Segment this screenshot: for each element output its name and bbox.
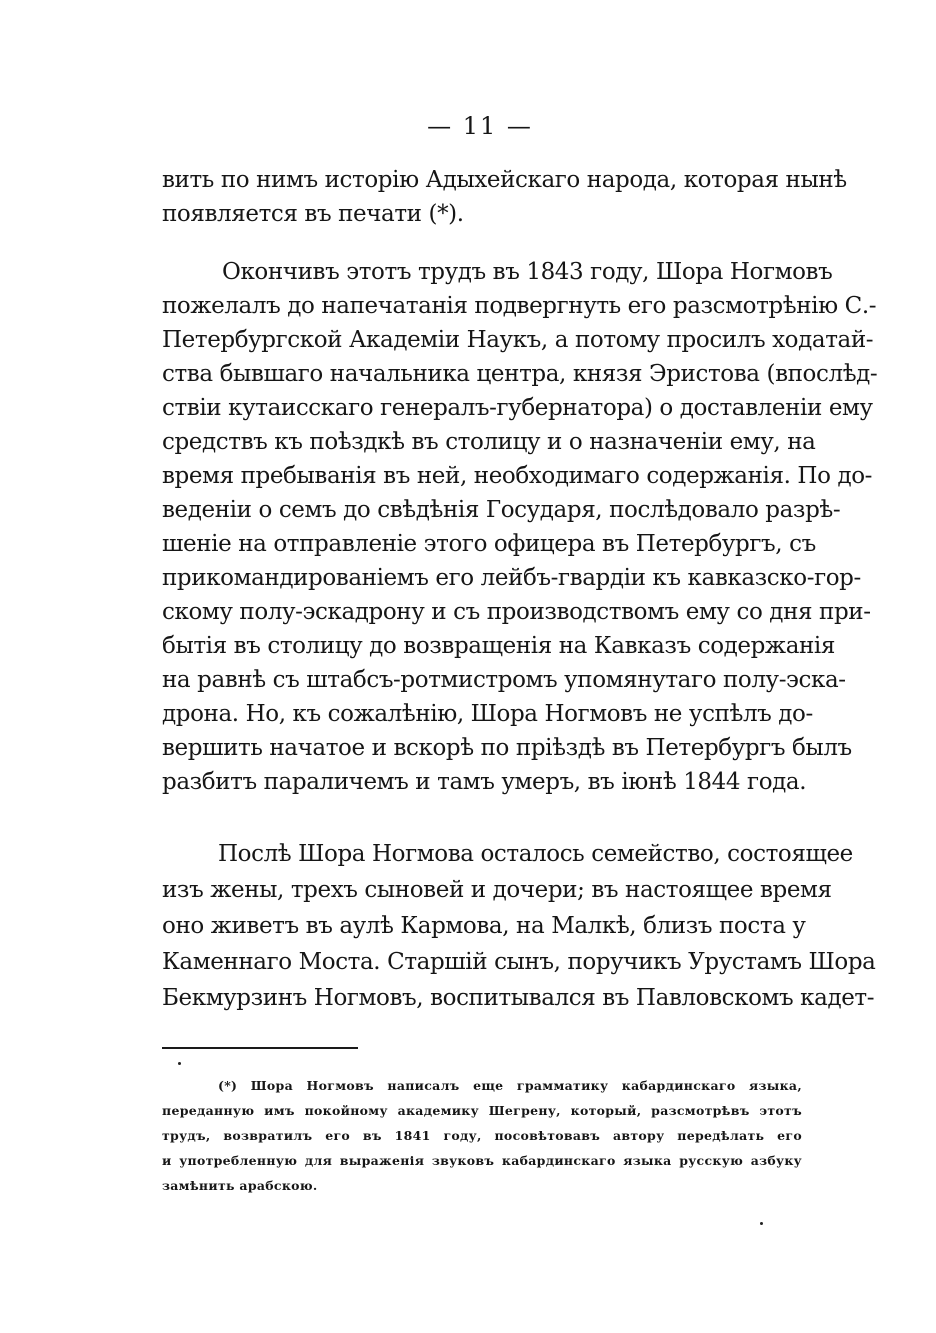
paragraph-1-line-1: вить по нимъ исторію Адыхейскаго народа, которая нынѣ <box>162 167 847 193</box>
paragraph-2-line-3: Петербургской Академіи Наукъ, а потому просилъ ходатай- <box>162 327 874 353</box>
paragraph-2-line-7: время пребыванія въ ней, необходимаго содержанія. По до- <box>162 463 873 489</box>
paragraph-2-line-12: бытія въ столицу до возвращенія на Кавказъ содержанія <box>162 633 836 659</box>
paragraph-2-line-5: ствіи кутаисскаго генералъ-губернатора) о доставленіи ему <box>162 395 873 421</box>
page-number: — 11 — <box>427 112 533 140</box>
footnote-separator <box>162 1047 358 1049</box>
paragraph-2-line-10: прикомандированіемъ его лейбъ-гвардіи къ кавказско-гор- <box>162 565 861 591</box>
footnote-line-3: трудъ, возвратилъ его въ 1841 году, посовѣтовавъ автору передѣлать его <box>162 1128 802 1143</box>
paragraph-3-line-3: оно живетъ въ аулѣ Кармова, на Малкѣ, близъ поста у <box>162 913 806 939</box>
paragraph-2-line-15: вершить начатое и вскорѣ по пріѣздѣ въ Петербургъ былъ <box>162 735 852 761</box>
paragraph-2-line-6: средствъ къ поѣздкѣ въ столицу и о назначеніи ему, на <box>162 429 816 455</box>
footnote-line-4: и употребленную для выраженія звуковъ кабардинскаго языка русскую азбуку <box>162 1153 802 1168</box>
paragraph-1-line-2: появляется въ печати (*). <box>162 201 464 227</box>
footnote-line-2: переданную имъ покойному академику Шегрену, который, разсмотрѣвъ этотъ <box>162 1103 802 1118</box>
paragraph-3-line-2: изъ жены, трехъ сыновей и дочери; въ настоящее время <box>162 877 832 903</box>
scan-speck <box>760 1222 763 1225</box>
footnote-line-5: замѣнить арабскою. <box>162 1178 318 1193</box>
paragraph-3-line-5: Бекмурзинъ Ногмовъ, воспитывался въ Павловскомъ кадет- <box>162 985 875 1011</box>
scan-speck <box>178 1062 181 1065</box>
paragraph-2-line-4: ства бывшаго начальника центра, князя Эристова (впослѣд- <box>162 361 878 387</box>
paragraph-2-line-8: веденіи о семъ до свѣдѣнія Государя, послѣдовало разрѣ- <box>162 497 841 523</box>
footnote-line-1: (*) Шора Ногмовъ написалъ еще грамматику кабардинскаго языка, <box>218 1078 802 1093</box>
paragraph-2-line-9: шеніе на отправленіе этого офицера въ Петербургъ, съ <box>162 531 816 557</box>
paragraph-2-line-11: скому полу-эскадрону и съ производствомъ ему со дня при- <box>162 599 871 625</box>
paragraph-2-line-14: дрона. Но, къ сожалѣнію, Шора Ногмовъ не успѣлъ до- <box>162 701 813 727</box>
paragraph-2-line-2: пожелалъ до напечатанія подвергнуть его разсмотрѣнію С.- <box>162 293 877 319</box>
paragraph-2-line-13: на равнѣ съ штабсъ-ротмистромъ упомянутаго полу-эска- <box>162 667 846 693</box>
paragraph-2-line-16: разбитъ параличемъ и тамъ умеръ, въ іюнѣ 1844 года. <box>162 769 807 795</box>
paragraph-3-line-4: Каменнаго Моста. Старшій сынъ, поручикъ Урустамъ Шора <box>162 949 876 975</box>
paragraph-2-line-1: Окончивъ этотъ трудъ въ 1843 году, Шора Ногмовъ <box>222 259 833 285</box>
paragraph-3-line-1: Послѣ Шора Ногмова осталось семейство, состоящее <box>218 841 853 867</box>
